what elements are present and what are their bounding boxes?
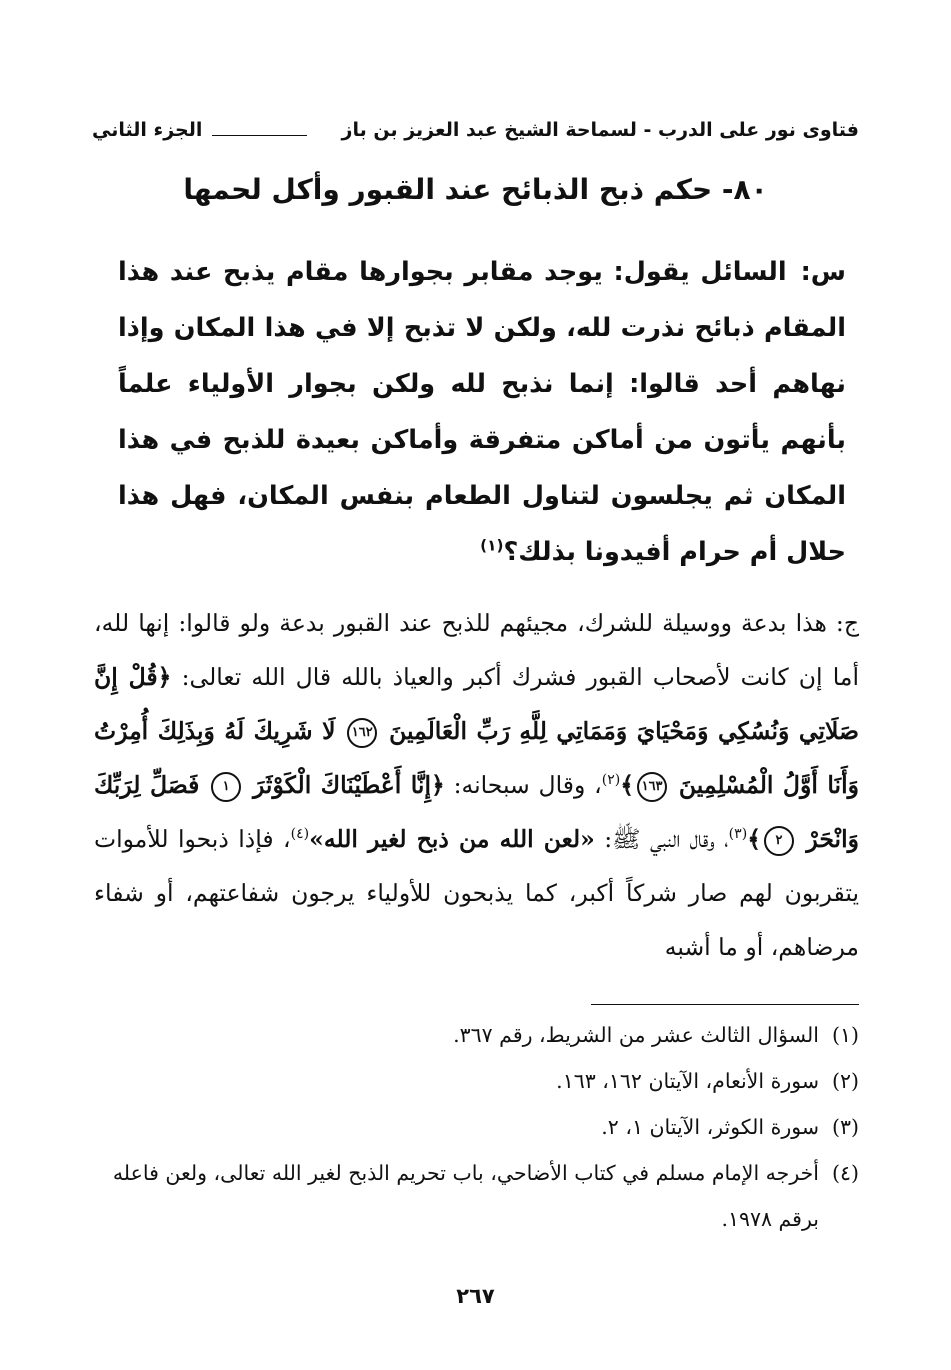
footnote-number: (١) bbox=[831, 1023, 859, 1047]
book-title: فتاوى نور على الدرب - لسماحة الشيخ عبد العزيز بن باز bbox=[341, 119, 859, 141]
footnote-number: (٢) bbox=[831, 1069, 859, 1093]
quran-close-bracket: ﴾ bbox=[620, 771, 635, 799]
answer-text-3: ، وقال النبي ﷺ: bbox=[604, 825, 729, 853]
quran-open-bracket: ﴿ bbox=[157, 663, 172, 691]
footnote-text: أخرجه الإمام مسلم في كتاب الأضاحي، باب تحريم الذبح لغير الله تعالى، ولعن فاعله برقم ١٩٧٨. bbox=[112, 1161, 819, 1231]
quran-verse-163: لَا شَرِيكَ لَهُ وَبِذَلِكَ أُمِرْتُ وَأَنَا أَوَّلُ الْمُسْلِمِينَ bbox=[94, 717, 859, 799]
volume-label: الجزء الثاني bbox=[92, 119, 203, 141]
footnote-ref-2: (٢) bbox=[601, 772, 621, 789]
footnote-text: السؤال الثالث عشر من الشريط، رقم ٣٦٧. bbox=[453, 1023, 819, 1047]
footnote-ref-4: (٤) bbox=[290, 826, 310, 843]
answer-block bbox=[94, 596, 859, 974]
ayah-number-1: ١ bbox=[211, 772, 241, 802]
footnote-item bbox=[96, 1058, 859, 1104]
page-number: ٢٦٧ bbox=[456, 1284, 495, 1308]
footnote-ref-1: (١) bbox=[480, 536, 504, 555]
footnote-number: (٤) bbox=[831, 1161, 859, 1185]
question-block bbox=[118, 244, 846, 580]
footnote-item bbox=[96, 1104, 859, 1150]
header-rule bbox=[212, 135, 307, 136]
answer-text-4: ، فإذا ذبحوا للأموات يتقربون لهم صار شركاً أكبر، كما يذبحون للأولياء يرجون شفاعتهم، أو شفاء مرضاهم، أو ما أشبه bbox=[94, 825, 859, 961]
footnote-ref-3: (٣) bbox=[728, 826, 748, 843]
question-prefix: س: bbox=[800, 257, 846, 287]
quran-verse-162: قُلْ إِنَّ صَلَاتِي وَنُسُكِي وَمَحْيَايَ وَمَمَاتِي لِلَّهِ رَبِّ الْعَالَمِينَ bbox=[94, 663, 859, 745]
answer-intro: ج: هذا بدعة ووسيلة للشرك، مجيئهم للذبح عند القبور بدعة ولو قالوا: إنها لله، أما إن كانت لأصحاب القبور فشرك أكبر والعياذ بالله قال الله تعالى: bbox=[94, 609, 859, 691]
footnote-separator bbox=[591, 1004, 859, 1005]
ayah-number-2: ٢ bbox=[764, 826, 794, 856]
hadith-quote: «لعن الله من ذبح لغير الله» bbox=[309, 825, 595, 853]
volume-group bbox=[92, 119, 307, 141]
footnote-text: سورة الأنعام، الآيتان ١٦٢، ١٦٣. bbox=[556, 1069, 819, 1093]
quran-close-bracket-2: ﴾ bbox=[747, 825, 762, 853]
answer-text-2: ، وقال سبحانه: bbox=[453, 771, 602, 799]
fatwa-title: ٨٠- حكم ذبح الذبائح عند القبور وأكل لحمها bbox=[183, 173, 768, 206]
footnote-item bbox=[96, 1150, 859, 1242]
question-text: السائل يقول: يوجد مقابر بجوارها مقام يذبح عند هذا المقام ذبائح نذرت لله، ولكن لا تذبح إلا في هذا المكان وإذا نهاهم أحد قالوا: إنما نذبح لله ولكن بجوار الأولياء علماً بأنهم يأتون من أماكن متفرقة وأماكن بعيدة للذبح في هذا المكان ثم يجلسون لتناول الطعام بنفس المكان، فهل هذا حلال أم حرام أفيدونا بذلك؟ bbox=[118, 257, 846, 567]
footnote-text: سورة الكوثر، الآيتان ١، ٢. bbox=[601, 1115, 819, 1139]
ayah-number-163: ١٦٣ bbox=[637, 772, 667, 802]
ayah-number-162: ١٦٢ bbox=[347, 718, 377, 748]
quran-kawthar-2: فَصَلِّ لِرَبِّكَ وَانْحَرْ bbox=[94, 771, 859, 853]
quran-open-bracket-2: ﴿ bbox=[431, 771, 445, 799]
footnote-item bbox=[96, 1012, 859, 1058]
footnotes-list bbox=[96, 1012, 859, 1242]
footnote-number: (٣) bbox=[831, 1115, 859, 1139]
quran-kawthar-1: إِنَّا أَعْطَيْنَاكَ الْكَوْثَرَ bbox=[252, 771, 432, 799]
running-header bbox=[92, 112, 859, 148]
